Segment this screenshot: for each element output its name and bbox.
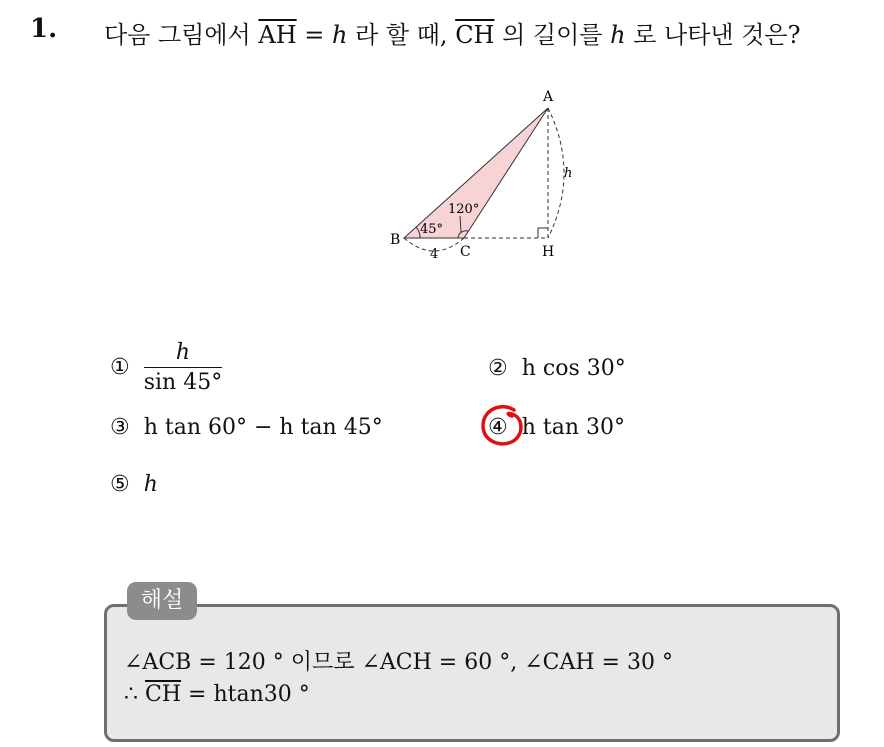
option-mark: ③ [110,415,130,440]
solution-line-1: ∠ACB = 120 ° 이므로 ∠ACH = 60 °, ∠CAH = 30 ° [124,650,673,675]
option-mark: ⑤ [110,472,130,497]
solution-result: = htan30 ° [181,682,310,707]
triangle-abc [404,108,548,238]
arc-h [548,108,564,238]
question-text [104,15,800,50]
option-text: h [143,472,158,497]
fraction-denominator: sin 45° [143,370,223,395]
label-a: A [543,89,554,105]
option-mark: ④ [488,415,508,440]
label-c: C [460,244,471,260]
segment-ch: $\overline{CH}$ [145,682,182,707]
solution-line-2 [124,682,310,707]
label-b: B [390,232,401,248]
question-text-part: = [296,21,333,49]
right-angle-mark [538,228,548,238]
option-text: h tan 30° [521,415,626,440]
option-4[interactable] [488,415,625,440]
option-3[interactable] [110,415,383,440]
question-text-part: 로 나타낸 것은? [625,21,801,49]
label-angle-b: 45° [420,222,444,237]
option-1[interactable] [110,340,222,395]
fraction [144,340,222,395]
option-5[interactable] [110,472,158,497]
option-text: h tan 60° − h tan 45° [143,415,383,440]
label-angle-c: 120° [448,202,480,217]
segment-ch: $\overline{CH}$ [455,21,495,49]
option-mark: ① [110,354,130,380]
option-text: h cos 30° [521,356,626,381]
segment-ah: $\overline{AH}$ [258,21,297,49]
question-text-part: 라 할 때, [347,21,456,49]
variable-h: h [610,21,626,49]
option-2[interactable] [488,356,626,381]
option-mark: ② [488,356,508,381]
label-h-side: h [564,166,573,181]
question-text-part: 다음 그림에서 [104,21,259,49]
question-number: 1. [30,14,58,44]
label-h-point: H [542,244,555,260]
triangle-figure [382,86,582,266]
label-bc-length: 4 [430,247,439,262]
question-text-part: 의 길이를 [494,21,611,49]
fraction-numerator: h [144,340,222,368]
variable-h: h [332,21,348,49]
solution-tag: 해설 [127,582,197,620]
therefore-symbol: ∴ [124,682,145,707]
